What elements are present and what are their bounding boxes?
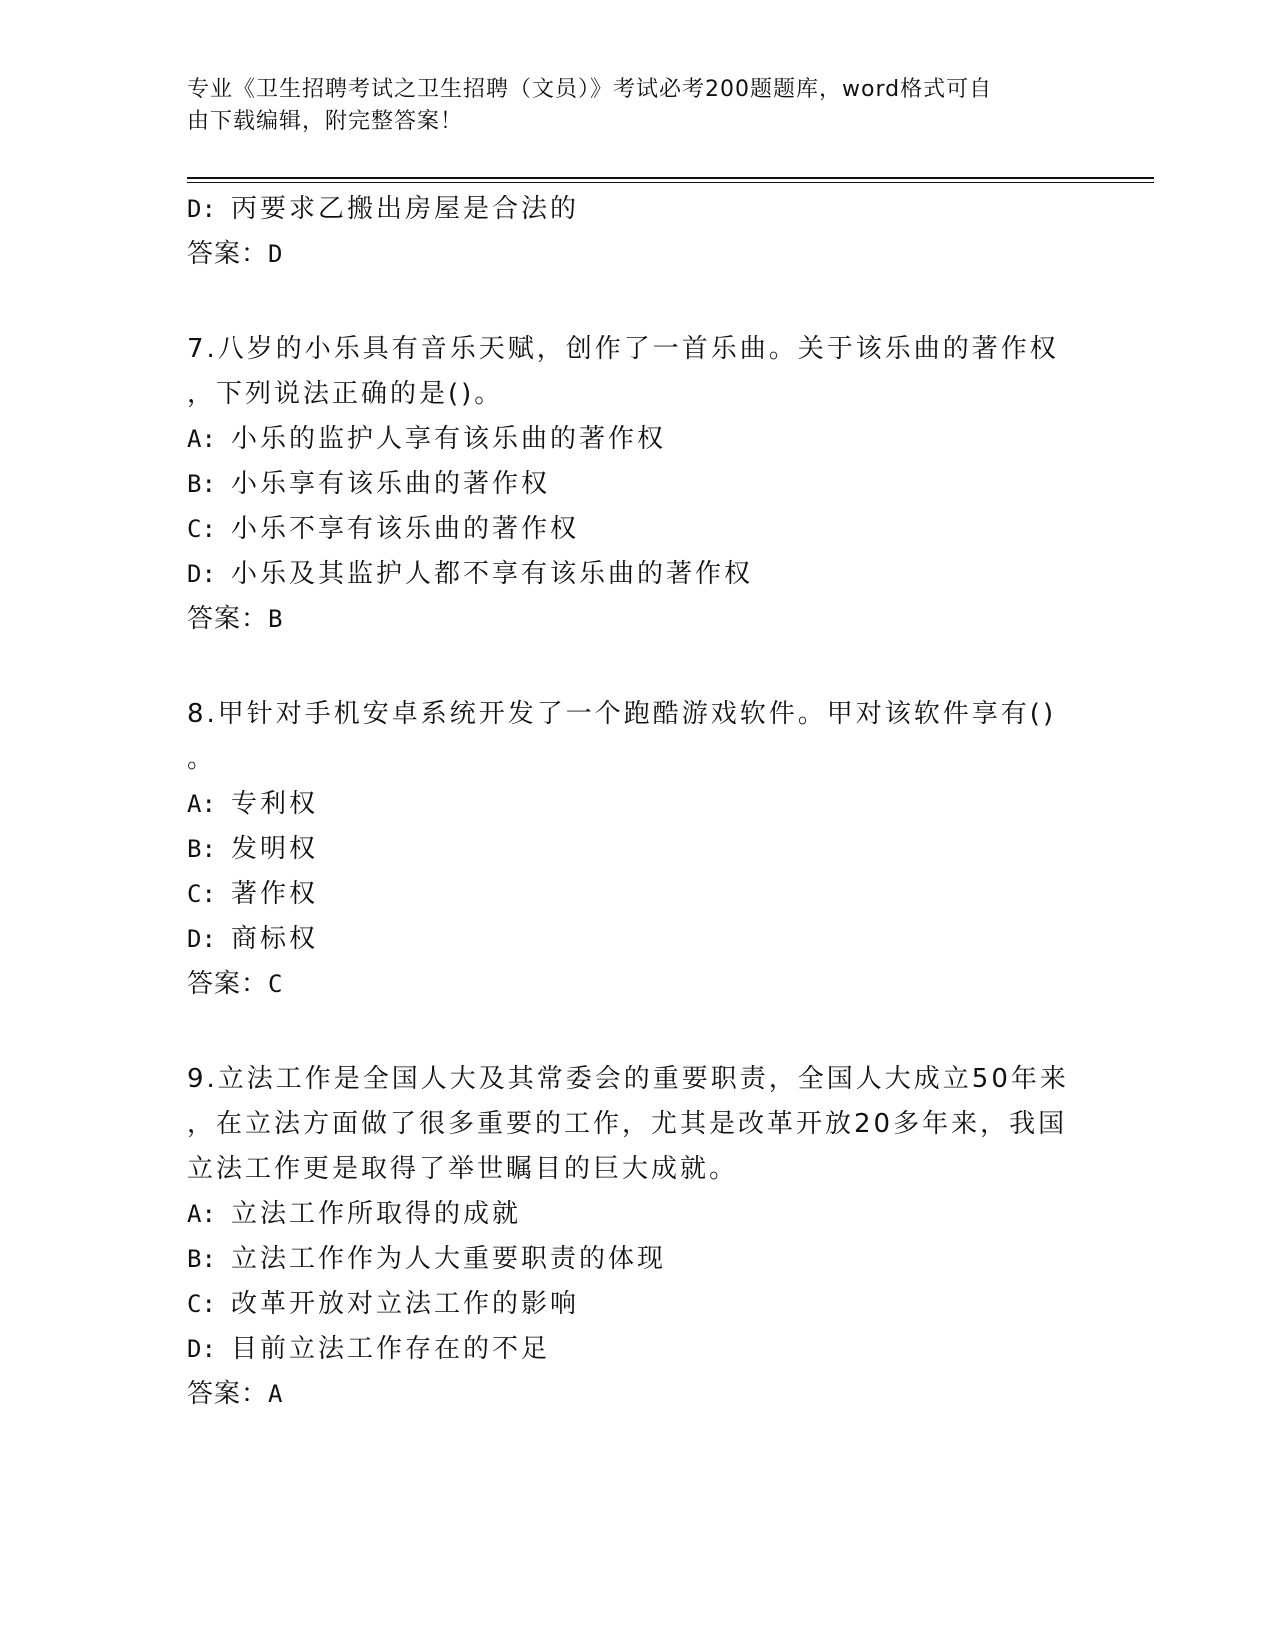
question-content bbox=[187, 187, 1087, 1417]
option-key: D: bbox=[187, 195, 216, 223]
answer-label: 答案： bbox=[187, 1379, 269, 1409]
option-text: 立法工作作为人大重要职责的体现 bbox=[231, 1244, 667, 1274]
document-header bbox=[187, 74, 1067, 138]
option-key: B: bbox=[187, 1245, 216, 1273]
answer bbox=[187, 1372, 1087, 1417]
question-8 bbox=[187, 692, 1087, 1007]
option-key: C: bbox=[187, 880, 216, 908]
carryover-option-d bbox=[187, 187, 1087, 232]
option-text: 著作权 bbox=[231, 879, 319, 909]
option-b bbox=[187, 462, 1087, 507]
option-c bbox=[187, 507, 1087, 552]
question-stem-line: 9.立法工作是全国人大及其常委会的重要职责，全国人大成立50年来 bbox=[187, 1064, 1069, 1094]
question-stem-line: 立法工作更是取得了举世瞩目的巨大成就。 bbox=[187, 1154, 739, 1184]
option-a bbox=[187, 417, 1087, 462]
option-text: 目前立法工作存在的不足 bbox=[231, 1334, 551, 1364]
question-stem-line: ，在立法方面做了很多重要的工作，尤其是改革开放20多年来，我国 bbox=[187, 1109, 1068, 1139]
spacer bbox=[187, 1007, 1087, 1057]
answer bbox=[187, 597, 1087, 642]
answer-value: A bbox=[268, 1380, 284, 1408]
question-stem-line: ，下列说法正确的是()。 bbox=[187, 379, 504, 409]
option-d bbox=[187, 917, 1087, 962]
answer bbox=[187, 962, 1087, 1007]
header-divider-thin bbox=[187, 182, 1154, 183]
option-text: 小乐的监护人享有该乐曲的著作权 bbox=[231, 424, 667, 454]
option-key: C: bbox=[187, 1290, 216, 1318]
question-7 bbox=[187, 327, 1087, 642]
option-c bbox=[187, 1282, 1087, 1327]
option-key: D: bbox=[187, 925, 216, 953]
answer-label: 答案： bbox=[187, 969, 269, 999]
option-c bbox=[187, 872, 1087, 917]
option-b bbox=[187, 827, 1087, 872]
option-text: 商标权 bbox=[231, 924, 319, 954]
option-a bbox=[187, 782, 1087, 827]
spacer bbox=[187, 277, 1087, 327]
option-key: D: bbox=[187, 560, 216, 588]
header-line-1: 专业《卫生招聘考试之卫生招聘（文员）》考试必考200题题库，word格式可自 bbox=[187, 77, 993, 102]
answer-value: D bbox=[268, 240, 284, 268]
option-text: 小乐不享有该乐曲的著作权 bbox=[231, 514, 580, 544]
option-text: 小乐及其监护人都不享有该乐曲的著作权 bbox=[231, 559, 754, 589]
carryover-answer bbox=[187, 232, 1087, 277]
option-key: C: bbox=[187, 515, 216, 543]
header-divider-thick bbox=[187, 177, 1154, 179]
answer-label: 答案： bbox=[187, 604, 269, 634]
option-key: A: bbox=[187, 1200, 216, 1228]
option-key: A: bbox=[187, 790, 216, 818]
answer-value: C bbox=[268, 970, 284, 998]
option-d bbox=[187, 552, 1087, 597]
option-key: A: bbox=[187, 425, 216, 453]
option-b bbox=[187, 1237, 1087, 1282]
question-stem-line: 。 bbox=[187, 744, 217, 774]
question-9 bbox=[187, 1057, 1087, 1417]
spacer bbox=[187, 642, 1087, 692]
option-a bbox=[187, 1192, 1087, 1237]
question-stem-line: 8.甲针对手机安卓系统开发了一个跑酷游戏软件。甲对该软件享有() bbox=[187, 699, 1057, 729]
option-key: B: bbox=[187, 835, 216, 863]
option-text: 丙要求乙搬出房屋是合法的 bbox=[231, 194, 580, 224]
option-text: 发明权 bbox=[231, 834, 319, 864]
question-stem-line: 7.八岁的小乐具有音乐天赋，创作了一首乐曲。关于该乐曲的著作权 bbox=[187, 334, 1059, 364]
answer-label: 答案： bbox=[187, 239, 269, 269]
option-text: 专利权 bbox=[231, 789, 319, 819]
header-line-2: 由下载编辑，附完整答案！ bbox=[187, 109, 464, 134]
answer-value: B bbox=[268, 605, 284, 633]
option-text: 改革开放对立法工作的影响 bbox=[231, 1289, 580, 1319]
option-key: D: bbox=[187, 1335, 216, 1363]
option-text: 小乐享有该乐曲的著作权 bbox=[231, 469, 551, 499]
option-d bbox=[187, 1327, 1087, 1372]
option-text: 立法工作所取得的成就 bbox=[231, 1199, 522, 1229]
option-key: B: bbox=[187, 470, 216, 498]
